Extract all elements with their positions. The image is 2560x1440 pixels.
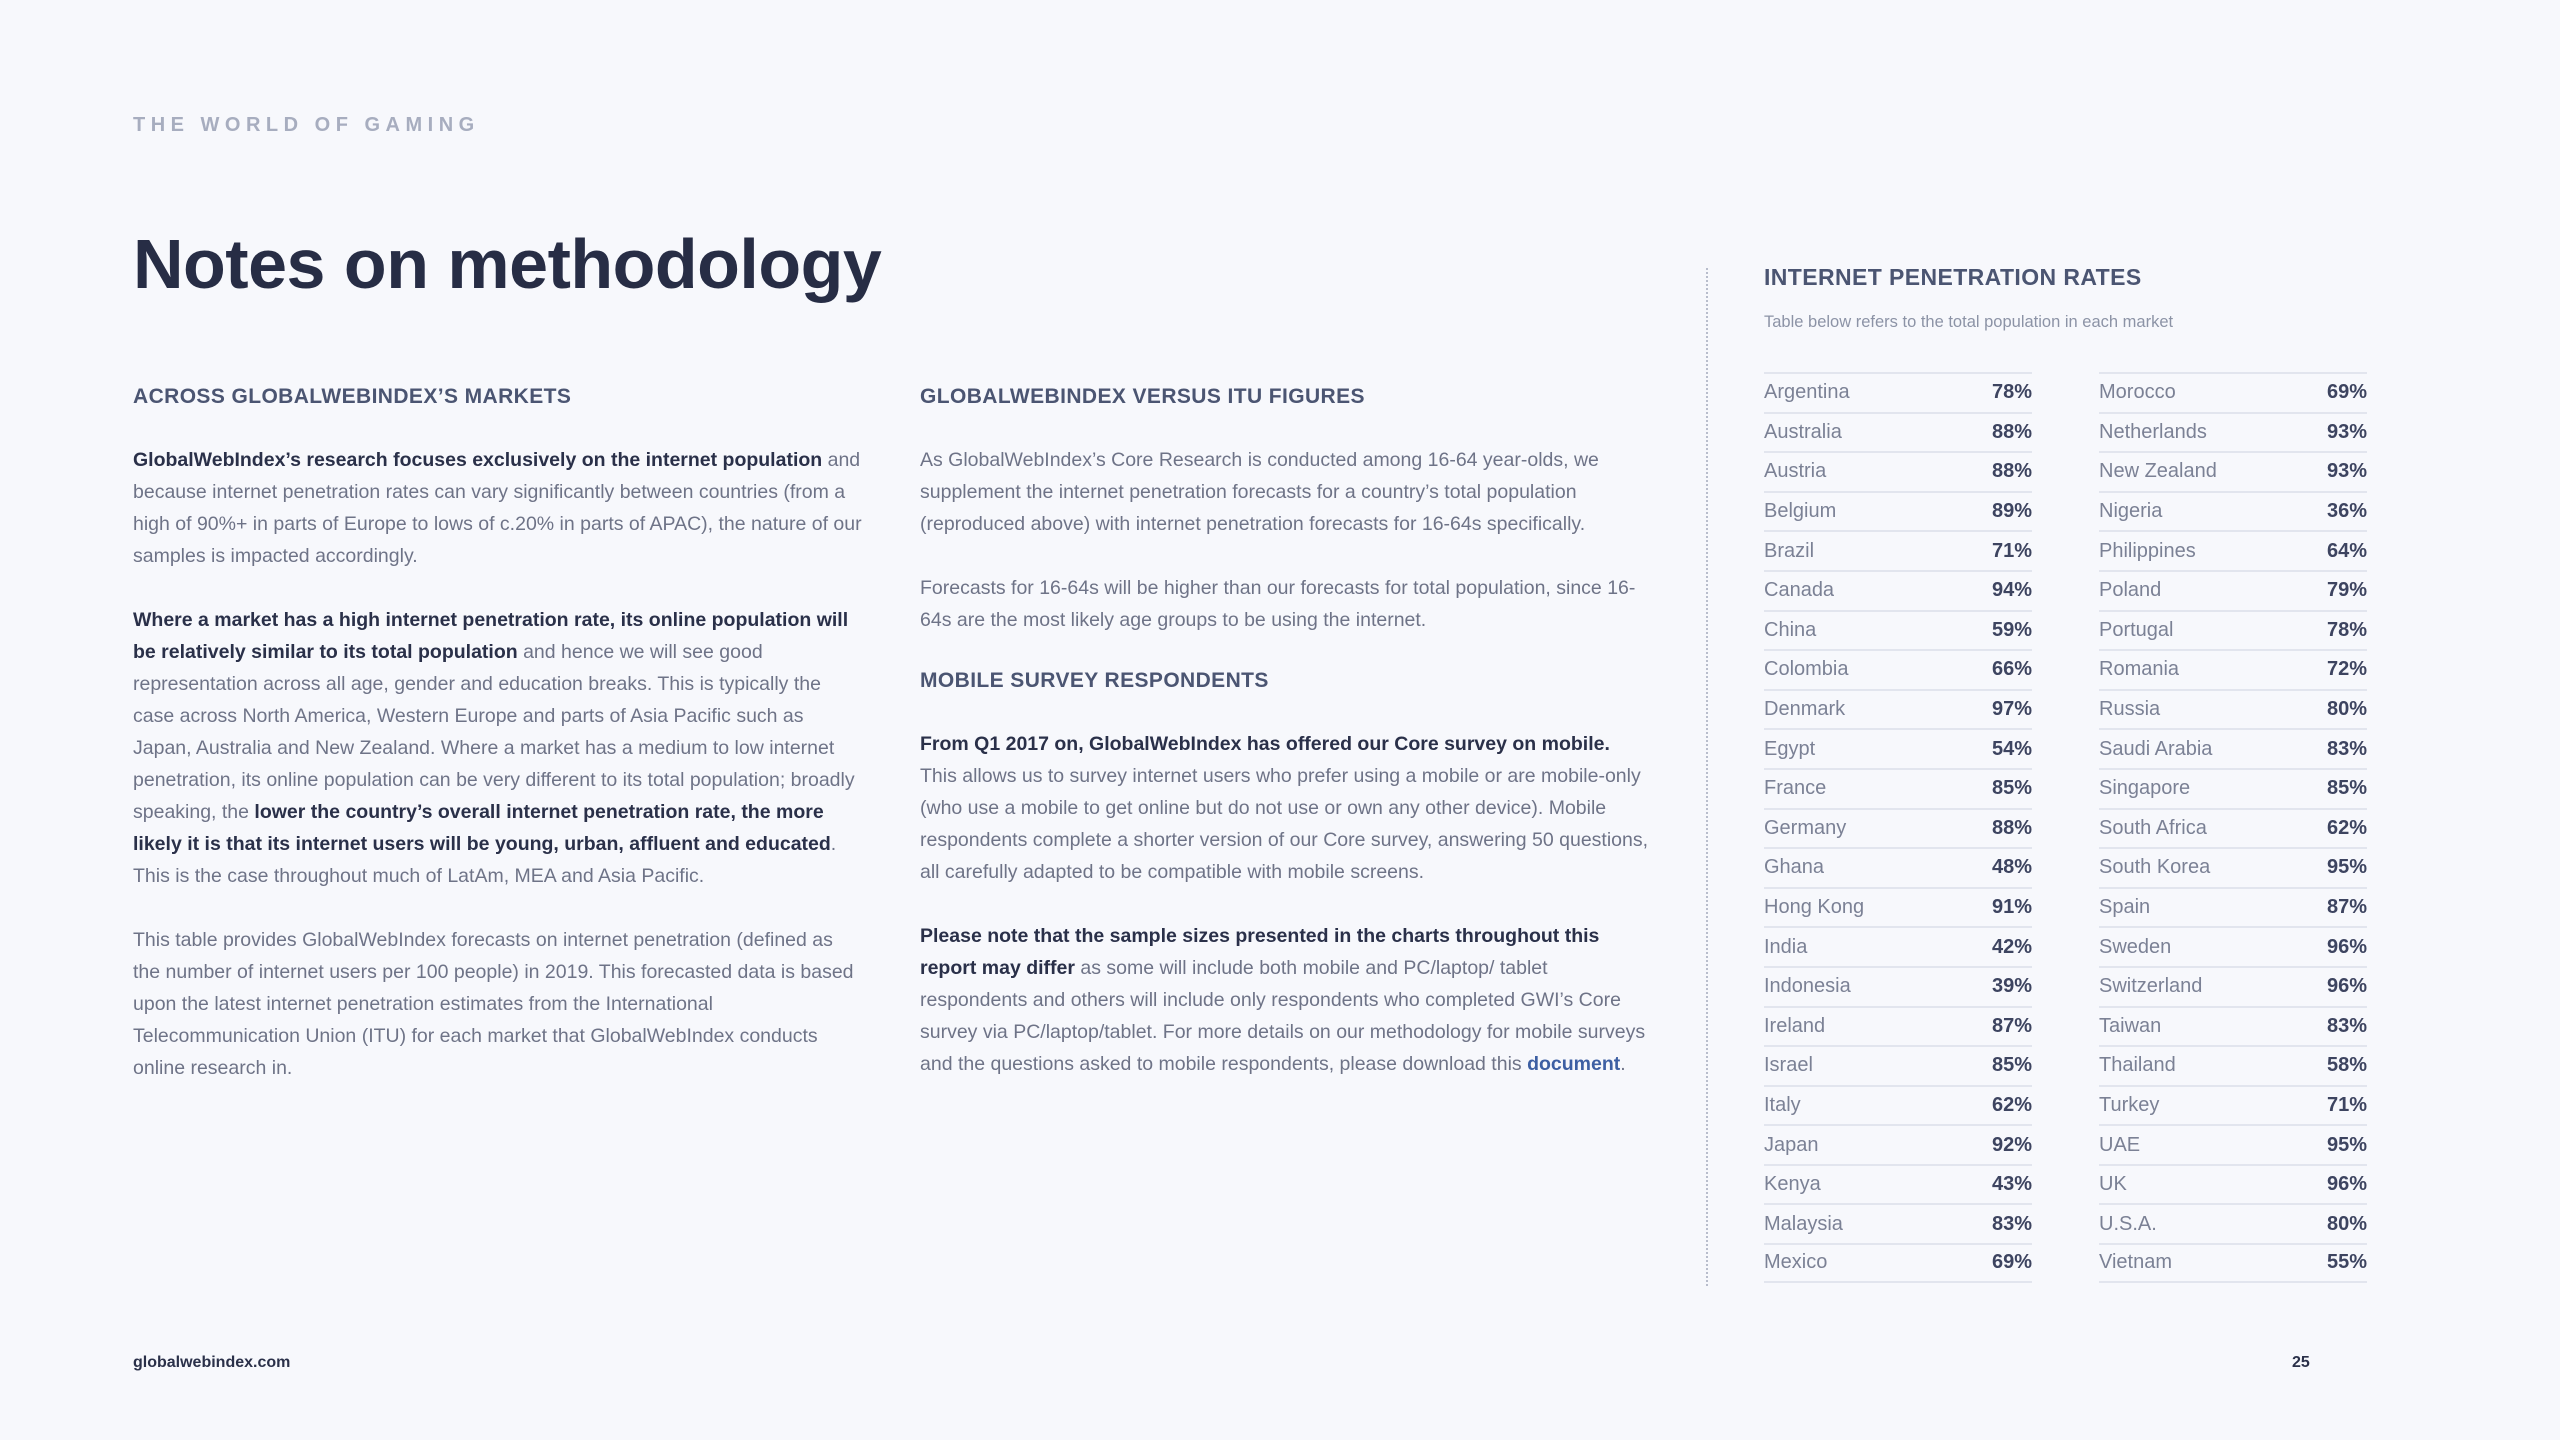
paragraph xyxy=(133,604,863,892)
rate-row xyxy=(1764,372,2032,412)
rate-row xyxy=(1764,570,2032,610)
rates-column-left xyxy=(1764,372,2032,1283)
country-name: France xyxy=(1764,777,1827,800)
penetration-value: 69% xyxy=(1991,1251,2032,1274)
country-name: China xyxy=(1764,618,1817,641)
rate-row xyxy=(2099,847,2367,887)
dotted-divider xyxy=(1706,268,1708,1286)
country-name: UAE xyxy=(2099,1133,2141,1156)
country-name: Malaysia xyxy=(1764,1212,1843,1235)
rate-row xyxy=(2099,1124,2367,1164)
country-name: Nigeria xyxy=(2099,500,2163,523)
rate-row xyxy=(1764,451,2032,491)
penetration-value: 91% xyxy=(1991,896,2032,919)
rate-row xyxy=(1764,1164,2032,1204)
penetration-value: 55% xyxy=(2326,1251,2367,1274)
country-name: Romania xyxy=(2099,658,2180,681)
penetration-value: 58% xyxy=(2326,1054,2367,1077)
penetration-value: 85% xyxy=(1991,777,2032,800)
rate-row xyxy=(2099,1085,2367,1125)
section-heading-mobile: MOBILE SURVEY RESPONDENTS xyxy=(920,669,1269,692)
country-name: Spain xyxy=(2099,896,2151,919)
rate-row xyxy=(2099,887,2367,927)
rate-row xyxy=(1764,1243,2032,1283)
country-name: Indonesia xyxy=(1764,975,1851,998)
country-name: U.S.A. xyxy=(2099,1212,2157,1235)
penetration-value: 62% xyxy=(1991,1093,2032,1116)
penetration-value: 96% xyxy=(2326,935,2367,958)
country-name: South Korea xyxy=(2099,856,2211,879)
body-text: . xyxy=(1620,1053,1626,1075)
penetration-value: 66% xyxy=(1991,658,2032,681)
country-name: UK xyxy=(2099,1173,2127,1196)
penetration-value: 72% xyxy=(2326,658,2367,681)
rate-row xyxy=(1764,768,2032,808)
country-name: Netherlands xyxy=(2099,420,2207,443)
eyebrow-label: THE WORLD OF GAMING xyxy=(133,114,480,136)
country-name: Portugal xyxy=(2099,618,2174,641)
penetration-value: 80% xyxy=(2326,698,2367,721)
rate-row xyxy=(2099,728,2367,768)
country-name: Hong Kong xyxy=(1764,896,1865,919)
penetration-value: 83% xyxy=(2326,737,2367,760)
penetration-value: 87% xyxy=(1991,1014,2032,1037)
penetration-value: 88% xyxy=(1991,816,2032,839)
penetration-value: 85% xyxy=(1991,1054,2032,1077)
penetration-value: 62% xyxy=(2326,816,2367,839)
penetration-value: 48% xyxy=(1991,856,2032,879)
country-name: South Africa xyxy=(2099,816,2207,839)
penetration-rates-panel xyxy=(1764,264,2368,1274)
rate-row xyxy=(2099,412,2367,452)
penetration-value: 71% xyxy=(1991,539,2032,562)
panel-title: INTERNET PENETRATION RATES xyxy=(1764,264,2142,290)
country-name: Mexico xyxy=(1764,1251,1828,1274)
country-name: Denmark xyxy=(1764,698,1846,721)
bold-text: Please note that the sample sizes presented in the charts throughout this report may differ xyxy=(920,925,1600,979)
rate-row xyxy=(2099,491,2367,531)
penetration-value: 85% xyxy=(2326,777,2367,800)
body-text: and because internet penetration rates can vary significantly between countries (from a high of 90%+ in parts of Europe to lows of c.20% in parts of APAC), the nature of our samples is impacted accordingly. xyxy=(133,449,862,567)
country-name: Brazil xyxy=(1764,539,1815,562)
rate-row xyxy=(2099,1045,2367,1085)
paragraph xyxy=(133,444,863,572)
country-name: Germany xyxy=(1764,816,1847,839)
rate-row xyxy=(1764,926,2032,966)
rate-row xyxy=(2099,926,2367,966)
country-name: Argentina xyxy=(1764,381,1850,404)
paragraph xyxy=(920,572,1650,636)
rate-row xyxy=(2099,1006,2367,1046)
penetration-value: 78% xyxy=(2326,618,2367,641)
penetration-value: 96% xyxy=(2326,975,2367,998)
document-link[interactable]: document xyxy=(1527,1053,1621,1075)
body-text: Forecasts for 16-64s will be higher than our forecasts for total population, since 16-64s are the most likely age groups to be using the internet. xyxy=(920,577,1636,631)
penetration-value: 59% xyxy=(1991,618,2032,641)
page-number: 25 xyxy=(2292,1354,2310,1371)
country-name: Japan xyxy=(1764,1133,1819,1156)
rate-row xyxy=(1764,491,2032,531)
rate-row xyxy=(1764,808,2032,848)
penetration-value: 43% xyxy=(1991,1173,2032,1196)
country-name: New Zealand xyxy=(2099,460,2217,483)
penetration-value: 36% xyxy=(2326,500,2367,523)
country-name: Thailand xyxy=(2099,1054,2176,1077)
rate-row xyxy=(1764,887,2032,927)
rates-column-right xyxy=(2099,372,2367,1283)
rate-row xyxy=(2099,451,2367,491)
penetration-value: 80% xyxy=(2326,1212,2367,1235)
rate-row xyxy=(1764,530,2032,570)
country-name: Morocco xyxy=(2099,381,2176,404)
rate-row xyxy=(1764,1085,2032,1125)
rate-row xyxy=(1764,649,2032,689)
rate-row xyxy=(2099,1164,2367,1204)
paragraph xyxy=(920,444,1650,540)
penetration-value: 78% xyxy=(1991,381,2032,404)
penetration-value: 83% xyxy=(1991,1212,2032,1235)
rate-row xyxy=(2099,1243,2367,1283)
rate-row xyxy=(1764,1124,2032,1164)
rate-row xyxy=(1764,610,2032,650)
itu-section xyxy=(920,384,1650,1112)
country-name: Belgium xyxy=(1764,500,1837,523)
markets-section xyxy=(133,384,863,1116)
section-heading-itu: GLOBALWEBINDEX VERSUS ITU FIGURES xyxy=(920,385,1365,408)
country-name: Kenya xyxy=(1764,1173,1821,1196)
country-name: Canada xyxy=(1764,579,1835,602)
penetration-value: 89% xyxy=(1991,500,2032,523)
country-name: Taiwan xyxy=(2099,1014,2162,1037)
rate-row xyxy=(2099,649,2367,689)
penetration-value: 39% xyxy=(1991,975,2032,998)
rate-row xyxy=(2099,570,2367,610)
penetration-value: 88% xyxy=(1991,460,2032,483)
penetration-value: 54% xyxy=(1991,737,2032,760)
penetration-value: 95% xyxy=(2326,856,2367,879)
rate-row xyxy=(1764,412,2032,452)
penetration-value: 94% xyxy=(1991,579,2032,602)
paragraph xyxy=(920,728,1650,888)
footer-url: globalwebindex.com xyxy=(133,1354,291,1371)
rate-row xyxy=(1764,1203,2032,1243)
penetration-value: 69% xyxy=(2326,381,2367,404)
penetration-value: 42% xyxy=(1991,935,2032,958)
country-name: Austria xyxy=(1764,460,1827,483)
penetration-value: 71% xyxy=(2326,1093,2367,1116)
body-text: as some will include both mobile and PC/laptop/ tablet respondents and others will include only respondents who completed GWI’s Core survey via PC/laptop/tablet. For more details on our methodology for mobile surveys and the questions asked to mobile respondents, please download this xyxy=(920,957,1646,1075)
country-name: Colombia xyxy=(1764,658,1849,681)
penetration-value: 64% xyxy=(2326,539,2367,562)
rate-row xyxy=(2099,966,2367,1006)
paragraph xyxy=(920,920,1650,1080)
country-name: Australia xyxy=(1764,420,1842,443)
rate-row xyxy=(1764,689,2032,729)
page-title: Notes on methodology xyxy=(133,225,882,303)
rate-row xyxy=(1764,728,2032,768)
rate-row xyxy=(2099,768,2367,808)
country-name: Saudi Arabia xyxy=(2099,737,2213,760)
rate-row xyxy=(2099,689,2367,729)
body-text: This table provides GlobalWebIndex forecasts on internet penetration (defined as the number of internet users per 100 people) in 2019. This forecasted data is based upon the latest internet penetration estimates from the International Telecommunication Union (ITU) for each market that GlobalWebIndex conducts online research in. xyxy=(133,929,854,1079)
bold-text: GlobalWebIndex’s research focuses exclusively on the internet population xyxy=(133,449,823,471)
country-name: Italy xyxy=(1764,1093,1801,1116)
country-name: Ghana xyxy=(1764,856,1825,879)
body-text: . This is the case throughout much of LatAm, MEA and Asia Pacific. xyxy=(133,833,837,887)
penetration-value: 79% xyxy=(2326,579,2367,602)
panel-subtitle: Table below refers to the total population in each market xyxy=(1764,313,2174,331)
country-name: Sweden xyxy=(2099,935,2172,958)
rate-row xyxy=(1764,966,2032,1006)
rate-row xyxy=(2099,372,2367,412)
penetration-value: 95% xyxy=(2326,1133,2367,1156)
penetration-value: 87% xyxy=(2326,896,2367,919)
rate-row xyxy=(2099,1203,2367,1243)
rate-row xyxy=(2099,610,2367,650)
bold-text: lower the country’s overall internet penetration rate, the more likely it is that its internet users will be young, urban, affluent and educated xyxy=(133,801,831,855)
country-name: Philippines xyxy=(2099,539,2196,562)
country-name: Singapore xyxy=(2099,777,2191,800)
penetration-value: 93% xyxy=(2326,460,2367,483)
rate-row xyxy=(2099,530,2367,570)
penetration-value: 93% xyxy=(2326,420,2367,443)
country-name: Israel xyxy=(1764,1054,1813,1077)
section-heading-markets: ACROSS GLOBALWEBINDEX’S MARKETS xyxy=(133,385,572,408)
country-name: Ireland xyxy=(1764,1014,1826,1037)
bold-text: Where a market has a high internet penetration rate, its online population will be relatively similar to its total population xyxy=(133,609,849,663)
body-text: This allows us to survey internet users who prefer using a mobile or are mobile-only (who use a mobile to get online but do not use or own any other device). Mobile respondents complete a shorter version of our Core survey, answering 50 questions, all carefully adapted to be compatible with mobile screens. xyxy=(920,765,1649,883)
body-text: As GlobalWebIndex’s Core Research is conducted among 16-64 year-olds, we supplement the internet penetration forecasts for a country’s total population (reproduced above) with internet penetration forecasts for 16-64s specifically. xyxy=(920,449,1599,535)
rate-row xyxy=(2099,808,2367,848)
country-name: Poland xyxy=(2099,579,2162,602)
penetration-value: 83% xyxy=(2326,1014,2367,1037)
penetration-value: 96% xyxy=(2326,1173,2367,1196)
paragraph xyxy=(133,924,863,1084)
rate-row xyxy=(1764,847,2032,887)
penetration-value: 92% xyxy=(1991,1133,2032,1156)
body-text: and hence we will see good representation across all age, gender and education breaks. This is typically the case across North America, Western Europe and parts of Asia Pacific such as Japan, Australia and New Zealand. Where a market has a medium to low internet penetration, its online population can be very different to its total population; broadly speaking, the xyxy=(133,641,855,823)
country-name: Turkey xyxy=(2099,1093,2160,1116)
country-name: Switzerland xyxy=(2099,975,2203,998)
country-name: Vietnam xyxy=(2099,1251,2173,1274)
penetration-value: 97% xyxy=(1991,698,2032,721)
rate-row xyxy=(1764,1006,2032,1046)
penetration-value: 88% xyxy=(1991,420,2032,443)
country-name: India xyxy=(1764,935,1808,958)
bold-text: From Q1 2017 on, GlobalWebIndex has offered our Core survey on mobile. xyxy=(920,733,1610,755)
country-name: Russia xyxy=(2099,698,2161,721)
country-name: Egypt xyxy=(1764,737,1816,760)
rate-row xyxy=(1764,1045,2032,1085)
